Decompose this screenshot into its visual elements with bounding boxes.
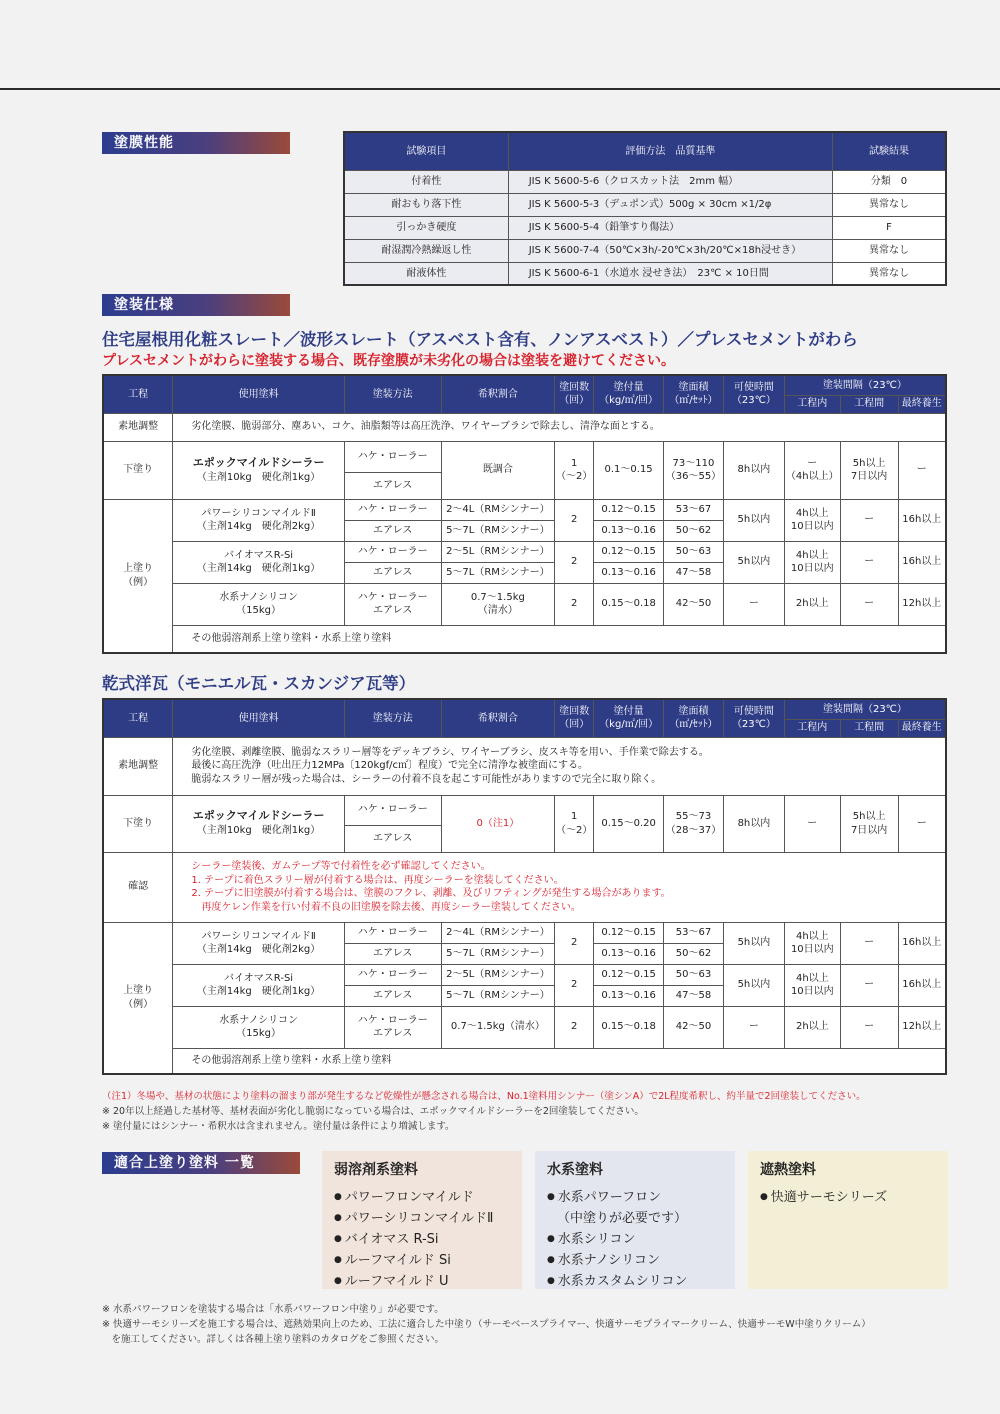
area: 50〜62 — [664, 943, 724, 964]
section-label-compatible-topcoats: 適合上塗り塗料 一覧 — [102, 1152, 300, 1174]
header-step: 工程 — [103, 699, 173, 737]
under-area: 73〜110 （36〜55） — [664, 441, 724, 499]
count: 2 — [555, 583, 594, 625]
method-airless: エアレス — [344, 562, 441, 583]
paint-p3 — [173, 583, 345, 625]
step-topcoat: 上塗り （例） — [103, 922, 173, 1074]
dilution: 0.7〜1.5kg（清水） — [441, 1006, 555, 1048]
dilution: 0.7〜1.5kg （清水） — [441, 583, 555, 625]
sealer-sub: （主剤10kg 硬化剤1kg） — [196, 471, 321, 483]
under-count: 1 （〜2） — [555, 795, 594, 852]
cell: JIS K 5600-6-1（水道水 浸せき法） 23℃ × 10日間 — [508, 262, 832, 285]
method-hake: ハケ・ローラー — [344, 964, 441, 985]
final: 12h以上 — [898, 1006, 946, 1048]
area: 50〜62 — [664, 520, 724, 541]
prep-line: 最後に高圧洗浄（吐出圧力12MPa〔120kgf/c㎡〕程度）で完全に清浄な被塗面にする。 — [191, 760, 589, 772]
amount: 0.15〜0.18 — [594, 1006, 664, 1048]
amount: 0.12〜0.15 — [594, 922, 664, 943]
under-amount: 0.15〜0.20 — [594, 795, 664, 852]
in-step: 4h以上 10日以内 — [784, 964, 840, 1006]
header-dilution: 希釈割合 — [441, 375, 555, 413]
method-hake: ハケ・ローラー — [344, 499, 441, 520]
box-title: 弱溶剤系塗料 — [334, 1162, 418, 1178]
paint-name: バイオマスR-Si — [224, 972, 294, 984]
sealer-name: エポックマイルドシーラー — [192, 455, 325, 469]
method: ハケ・ローラー エアレス — [344, 583, 441, 625]
in-step: 4h以上 10日以内 — [784, 541, 840, 583]
amount: 0.12〜0.15 — [594, 964, 664, 985]
under-in: ー — [784, 795, 840, 852]
dilution: 5〜7L（RMシンナー） — [441, 985, 555, 1006]
box-heat-shield — [748, 1151, 948, 1289]
under-final: ー — [898, 441, 946, 499]
cell: JIS K 5600-7-4（50℃×3h/-20℃×3h/20℃×18h浸せき） — [508, 239, 832, 262]
amount: 0.13〜0.16 — [594, 520, 664, 541]
area: 42〜50 — [664, 583, 724, 625]
cell: 耐おもり落下性 — [344, 193, 508, 216]
header-method: 塗装方法 — [344, 699, 441, 737]
in-step: 2h以上 — [784, 583, 840, 625]
header-pot-life: 可使時間 （23℃） — [723, 375, 784, 413]
between: ー — [840, 1006, 898, 1048]
header-paint: 使用塗料 — [173, 699, 345, 737]
list-item: ● パワーフロンマイルド — [334, 1187, 510, 1208]
count: 2 — [555, 499, 594, 541]
step-topcoat: 上塗り （例） — [103, 499, 173, 653]
paint-sub: （15kg） — [236, 1028, 282, 1039]
spec1-warning: プレスセメントがわらに塗装する場合、既存塗膜が未劣化の場合は塗装を避けてください。 — [102, 353, 676, 369]
paint-name: 水系ナノシリコン — [219, 1014, 298, 1026]
area: 53〜67 — [664, 922, 724, 943]
under-count: 1 （〜2） — [555, 441, 594, 499]
header-between-steps: 工程間 — [840, 719, 898, 737]
prep-line: 劣化塗膜、剥離塗膜、脆弱なスラリー層等をデッキブラシ、ワイヤーブラシ、皮スキ等を用い、手作業で除去する。 — [191, 746, 709, 758]
between: ー — [840, 499, 898, 541]
paint-p2 — [173, 964, 345, 1006]
pot: 5h以内 — [723, 964, 784, 1006]
step-prep: 素地調整 — [103, 413, 173, 441]
final: 16h以上 — [898, 541, 946, 583]
method-airless: エアレス — [344, 520, 441, 541]
cell: 引っかき硬度 — [344, 216, 508, 239]
header-amount: 塗付量 （kg/㎡/回） — [594, 699, 664, 737]
method-hake: ハケ・ローラー — [344, 541, 441, 562]
under-in: ー （4h以上） — [784, 441, 840, 499]
under-between: 5h以上 7日以内 — [840, 441, 898, 499]
box-title: 遮熱塗料 — [760, 1162, 816, 1178]
sealer-sub: （主剤10kg 硬化剤1kg） — [196, 825, 321, 837]
table-row — [344, 239, 946, 262]
header-count: 塗回数 （回） — [555, 699, 594, 737]
amount: 0.13〜0.16 — [594, 943, 664, 964]
list-item: ● 水系シリコン — [547, 1229, 723, 1250]
amount: 0.15〜0.18 — [594, 583, 664, 625]
between: ー — [840, 541, 898, 583]
method-airless: エアレス — [344, 825, 441, 852]
final: 16h以上 — [898, 964, 946, 1006]
header-amount: 塗付量 （kg/㎡/回） — [594, 375, 664, 413]
cell: 付着性 — [344, 170, 508, 193]
table-row — [344, 216, 946, 239]
table-row — [344, 170, 946, 193]
final: 16h以上 — [898, 499, 946, 541]
area: 42〜50 — [664, 1006, 724, 1048]
step-prep: 素地調整 — [103, 737, 173, 795]
count: 2 — [555, 1006, 594, 1048]
area: 47〜58 — [664, 985, 724, 1006]
in-step: 2h以上 — [784, 1006, 840, 1048]
between: ー — [840, 583, 898, 625]
paint-p1 — [173, 922, 345, 964]
dilution: 2〜5L（RMシンナー） — [441, 964, 555, 985]
dilution: 2〜4L（RMシンナー） — [441, 499, 555, 520]
other-paints: その他弱溶剤系上塗り塗料・水系上塗り塗料 — [173, 1048, 946, 1074]
method-hake: ハケ・ローラー — [344, 922, 441, 943]
pot: 5h以内 — [723, 541, 784, 583]
header-result: 試験結果 — [832, 132, 946, 170]
header-interval: 塗装間隔（23℃） — [784, 699, 946, 719]
note-line: を施工してください。詳しくは各種上塗り塗料のカタログをご参照ください。 — [102, 1334, 445, 1345]
prep-line: 脆弱なスラリー層が残った場合は、シーラーの付着不良を起こす可能性がありますので完全に取り除く。 — [191, 773, 662, 785]
between: ー — [840, 922, 898, 964]
header-interval: 塗装間隔（23℃） — [784, 375, 946, 395]
paint-name: 水系ナノシリコン — [219, 591, 298, 603]
method-airless: エアレス — [344, 985, 441, 1006]
count: 2 — [555, 541, 594, 583]
area: 50〜63 — [664, 964, 724, 985]
cell: 異常なし — [832, 239, 946, 262]
step-undercoat: 下塗り — [103, 441, 173, 499]
area: 53〜67 — [664, 499, 724, 520]
check-text — [173, 852, 946, 922]
check-line: 1. テープに着色スラリー層が付着する場合は、再度シーラーを塗装してください。 — [191, 874, 564, 886]
pot: 5h以内 — [723, 922, 784, 964]
table-row — [344, 262, 946, 285]
pot: ー — [723, 583, 784, 625]
note-line: （注1）冬場や、基材の状態により塗料の溜まり部が発生するなど乾燥性が懸念される場合は、No.1塗料用シンナー（塗シンA）で2L程度希釈し、約半量で2回塗装してください。 — [102, 1091, 866, 1102]
method-airless: エアレス — [344, 472, 441, 499]
box-water-based — [535, 1151, 735, 1289]
cell: 耐液体性 — [344, 262, 508, 285]
amount: 0.12〜0.15 — [594, 499, 664, 520]
paint-sub: （主剤14kg 硬化剤2kg） — [196, 944, 321, 955]
method-airless: エアレス — [344, 943, 441, 964]
list-item: ● バイオマス R-Si — [334, 1229, 510, 1250]
box-title: 水系塗料 — [547, 1162, 603, 1178]
check-line: シーラー塗装後、ガムテープ等で付着性を必ず確認してください。 — [191, 861, 491, 872]
under-pot: 8h以内 — [723, 795, 784, 852]
list-item: ● ルーフマイルド U — [334, 1271, 510, 1292]
under-final: ー — [898, 795, 946, 852]
list-item: ● 快適サーモシリーズ — [760, 1187, 936, 1208]
area: 50〜63 — [664, 541, 724, 562]
cell: JIS K 5600-5-4（鉛筆すり傷法） — [508, 216, 832, 239]
note-line: ※ 20年以上経過した基材等、基材表面が劣化し脆弱になっている場合は、エポックマイルドシーラーを2回塗装してください。 — [102, 1106, 644, 1117]
sealer-name: エポックマイルドシーラー — [192, 809, 325, 823]
paint-sub: （主剤14kg 硬化剤1kg） — [196, 563, 321, 574]
list-item: ● 水系パワーフロン — [547, 1187, 723, 1208]
method-hake: ハケ・ローラー — [344, 795, 441, 825]
note-line: ※ 塗付量にはシンナー・希釈水は含まれません。塗付量は条件により増減します。 — [102, 1121, 455, 1132]
other-paints: その他弱溶剤系上塗り塗料・水系上塗り塗料 — [173, 625, 946, 653]
amount: 0.13〜0.16 — [594, 562, 664, 583]
under-area: 55〜73 （28〜37） — [664, 795, 724, 852]
header-method: 塗装方法 — [344, 375, 441, 413]
header-method: 評価方法 品質基準 — [508, 132, 832, 170]
section-label-coating-spec: 塗装仕様 — [102, 294, 290, 316]
header-dilution: 希釈割合 — [441, 699, 555, 737]
box-weak-solvent — [322, 1151, 522, 1289]
cell: JIS K 5600-5-3（デュポン式）500g × 30cm ×1/2φ — [508, 193, 832, 216]
under-dilution: 既調合 — [441, 441, 555, 499]
paint-sub: （15kg） — [236, 605, 282, 616]
under-amount: 0.1〜0.15 — [594, 441, 664, 499]
header-paint: 使用塗料 — [173, 375, 345, 413]
pot: ー — [723, 1006, 784, 1048]
check-line: 2. テープに旧塗膜が付着する場合は、塗膜のフクレ、剥離、及びリフティングが発生する場合があります。 — [191, 888, 671, 899]
top-rule — [0, 88, 1000, 90]
notes-block-1 — [102, 1089, 866, 1134]
table-row — [344, 193, 946, 216]
cell: JIS K 5600-5-6（クロスカット法 2mm 幅） — [508, 170, 832, 193]
method: ハケ・ローラー エアレス — [344, 1006, 441, 1048]
in-step: 4h以上 10日以内 — [784, 922, 840, 964]
header-test-item: 試験項目 — [344, 132, 508, 170]
sealer-cell — [173, 441, 345, 499]
note-line: ※ 水系パワーフロンを塗装する場合は「水系パワーフロン中塗り」が必要です。 — [102, 1304, 444, 1315]
cell: F — [832, 216, 946, 239]
dilution: 2〜5L（RMシンナー） — [441, 541, 555, 562]
count: 2 — [555, 922, 594, 964]
header-in-step: 工程内 — [784, 719, 840, 737]
prep-text: 劣化塗膜、脆弱部分、塵あい、コケ、油脂類等は高圧洗浄、ワイヤーブラシで除去し、清浄な面とする。 — [173, 413, 946, 441]
paint-name: バイオマスR-Si — [224, 549, 294, 561]
header-final-cure: 最終養生 — [898, 395, 946, 413]
header-in-step: 工程内 — [784, 395, 840, 413]
step-undercoat: 下塗り — [103, 795, 173, 852]
header-step: 工程 — [103, 375, 173, 413]
paint-sub: （主剤14kg 硬化剤1kg） — [196, 986, 321, 997]
spec-table-slate — [102, 374, 947, 654]
performance-table — [343, 131, 947, 286]
list-item: ● 水系カスタムシリコン — [547, 1271, 723, 1292]
cell: 分類 0 — [832, 170, 946, 193]
header-between-steps: 工程間 — [840, 395, 898, 413]
cell: 異常なし — [832, 262, 946, 285]
spec-table-tile — [102, 698, 947, 1075]
under-pot: 8h以内 — [723, 441, 784, 499]
final: 16h以上 — [898, 922, 946, 964]
under-dilution: 0（注1） — [441, 795, 555, 852]
header-final-cure: 最終養生 — [898, 719, 946, 737]
cell: 耐湿潤冷熱繰返し性 — [344, 239, 508, 262]
check-line: 再度ケレン作業を行い付着不良の旧塗膜を除去後、再度シーラー塗装してください。 — [191, 901, 581, 913]
paint-name: パワーシリコンマイルドⅡ — [201, 930, 316, 942]
note-line: ※ 快適サーモシリーズを施工する場合は、遮熱効果向上のため、工法に適合した中塗り（サーモベースプライマー、快適サーモプライマークリーム、快適サーモW中塗りクリーム） — [102, 1319, 871, 1330]
under-between: 5h以上 7日以内 — [840, 795, 898, 852]
sealer-cell — [173, 795, 345, 852]
area: 47〜58 — [664, 562, 724, 583]
between: ー — [840, 964, 898, 1006]
notes-block-2 — [102, 1302, 871, 1347]
section-label-coating-performance: 塗膜性能 — [102, 132, 290, 154]
in-step: 4h以上 10日以内 — [784, 499, 840, 541]
list-item: ● パワーシリコンマイルドⅡ — [334, 1208, 510, 1229]
cell: 異常なし — [832, 193, 946, 216]
dilution: 5〜7L（RMシンナー） — [441, 943, 555, 964]
spec2-title: 乾式洋瓦（モニエル瓦・スカンジア瓦等） — [102, 674, 416, 693]
paint-p2 — [173, 541, 345, 583]
pot: 5h以内 — [723, 499, 784, 541]
dilution: 5〜7L（RMシンナー） — [441, 562, 555, 583]
list-note: （中塗りが必要です） — [557, 1211, 688, 1226]
header-area: 塗面積 （㎡/ｾｯﾄ） — [664, 699, 724, 737]
amount: 0.12〜0.15 — [594, 541, 664, 562]
list-item: ● 水系ナノシリコン — [547, 1250, 723, 1271]
dilution: 2〜4L（RMシンナー） — [441, 922, 555, 943]
list-item: ● ルーフマイルド Si — [334, 1250, 510, 1271]
dilution: 5〜7L（RMシンナー） — [441, 520, 555, 541]
step-check: 確認 — [103, 852, 173, 922]
paint-sub: （主剤14kg 硬化剤2kg） — [196, 521, 321, 532]
header-area: 塗面積 （㎡/ｾｯﾄ） — [664, 375, 724, 413]
paint-name: パワーシリコンマイルドⅡ — [201, 507, 316, 519]
paint-p3 — [173, 1006, 345, 1048]
prep-text — [173, 737, 946, 795]
count: 2 — [555, 964, 594, 1006]
final: 12h以上 — [898, 583, 946, 625]
spec1-title: 住宅屋根用化粧スレート／波形スレート（アスベスト含有、ノンアスベスト）／プレスセメントがわら — [102, 330, 858, 349]
header-pot-life: 可使時間 （23℃） — [723, 699, 784, 737]
amount: 0.13〜0.16 — [594, 985, 664, 1006]
method-hake: ハケ・ローラー — [344, 441, 441, 472]
header-count: 塗回数 （回） — [555, 375, 594, 413]
paint-p1 — [173, 499, 345, 541]
